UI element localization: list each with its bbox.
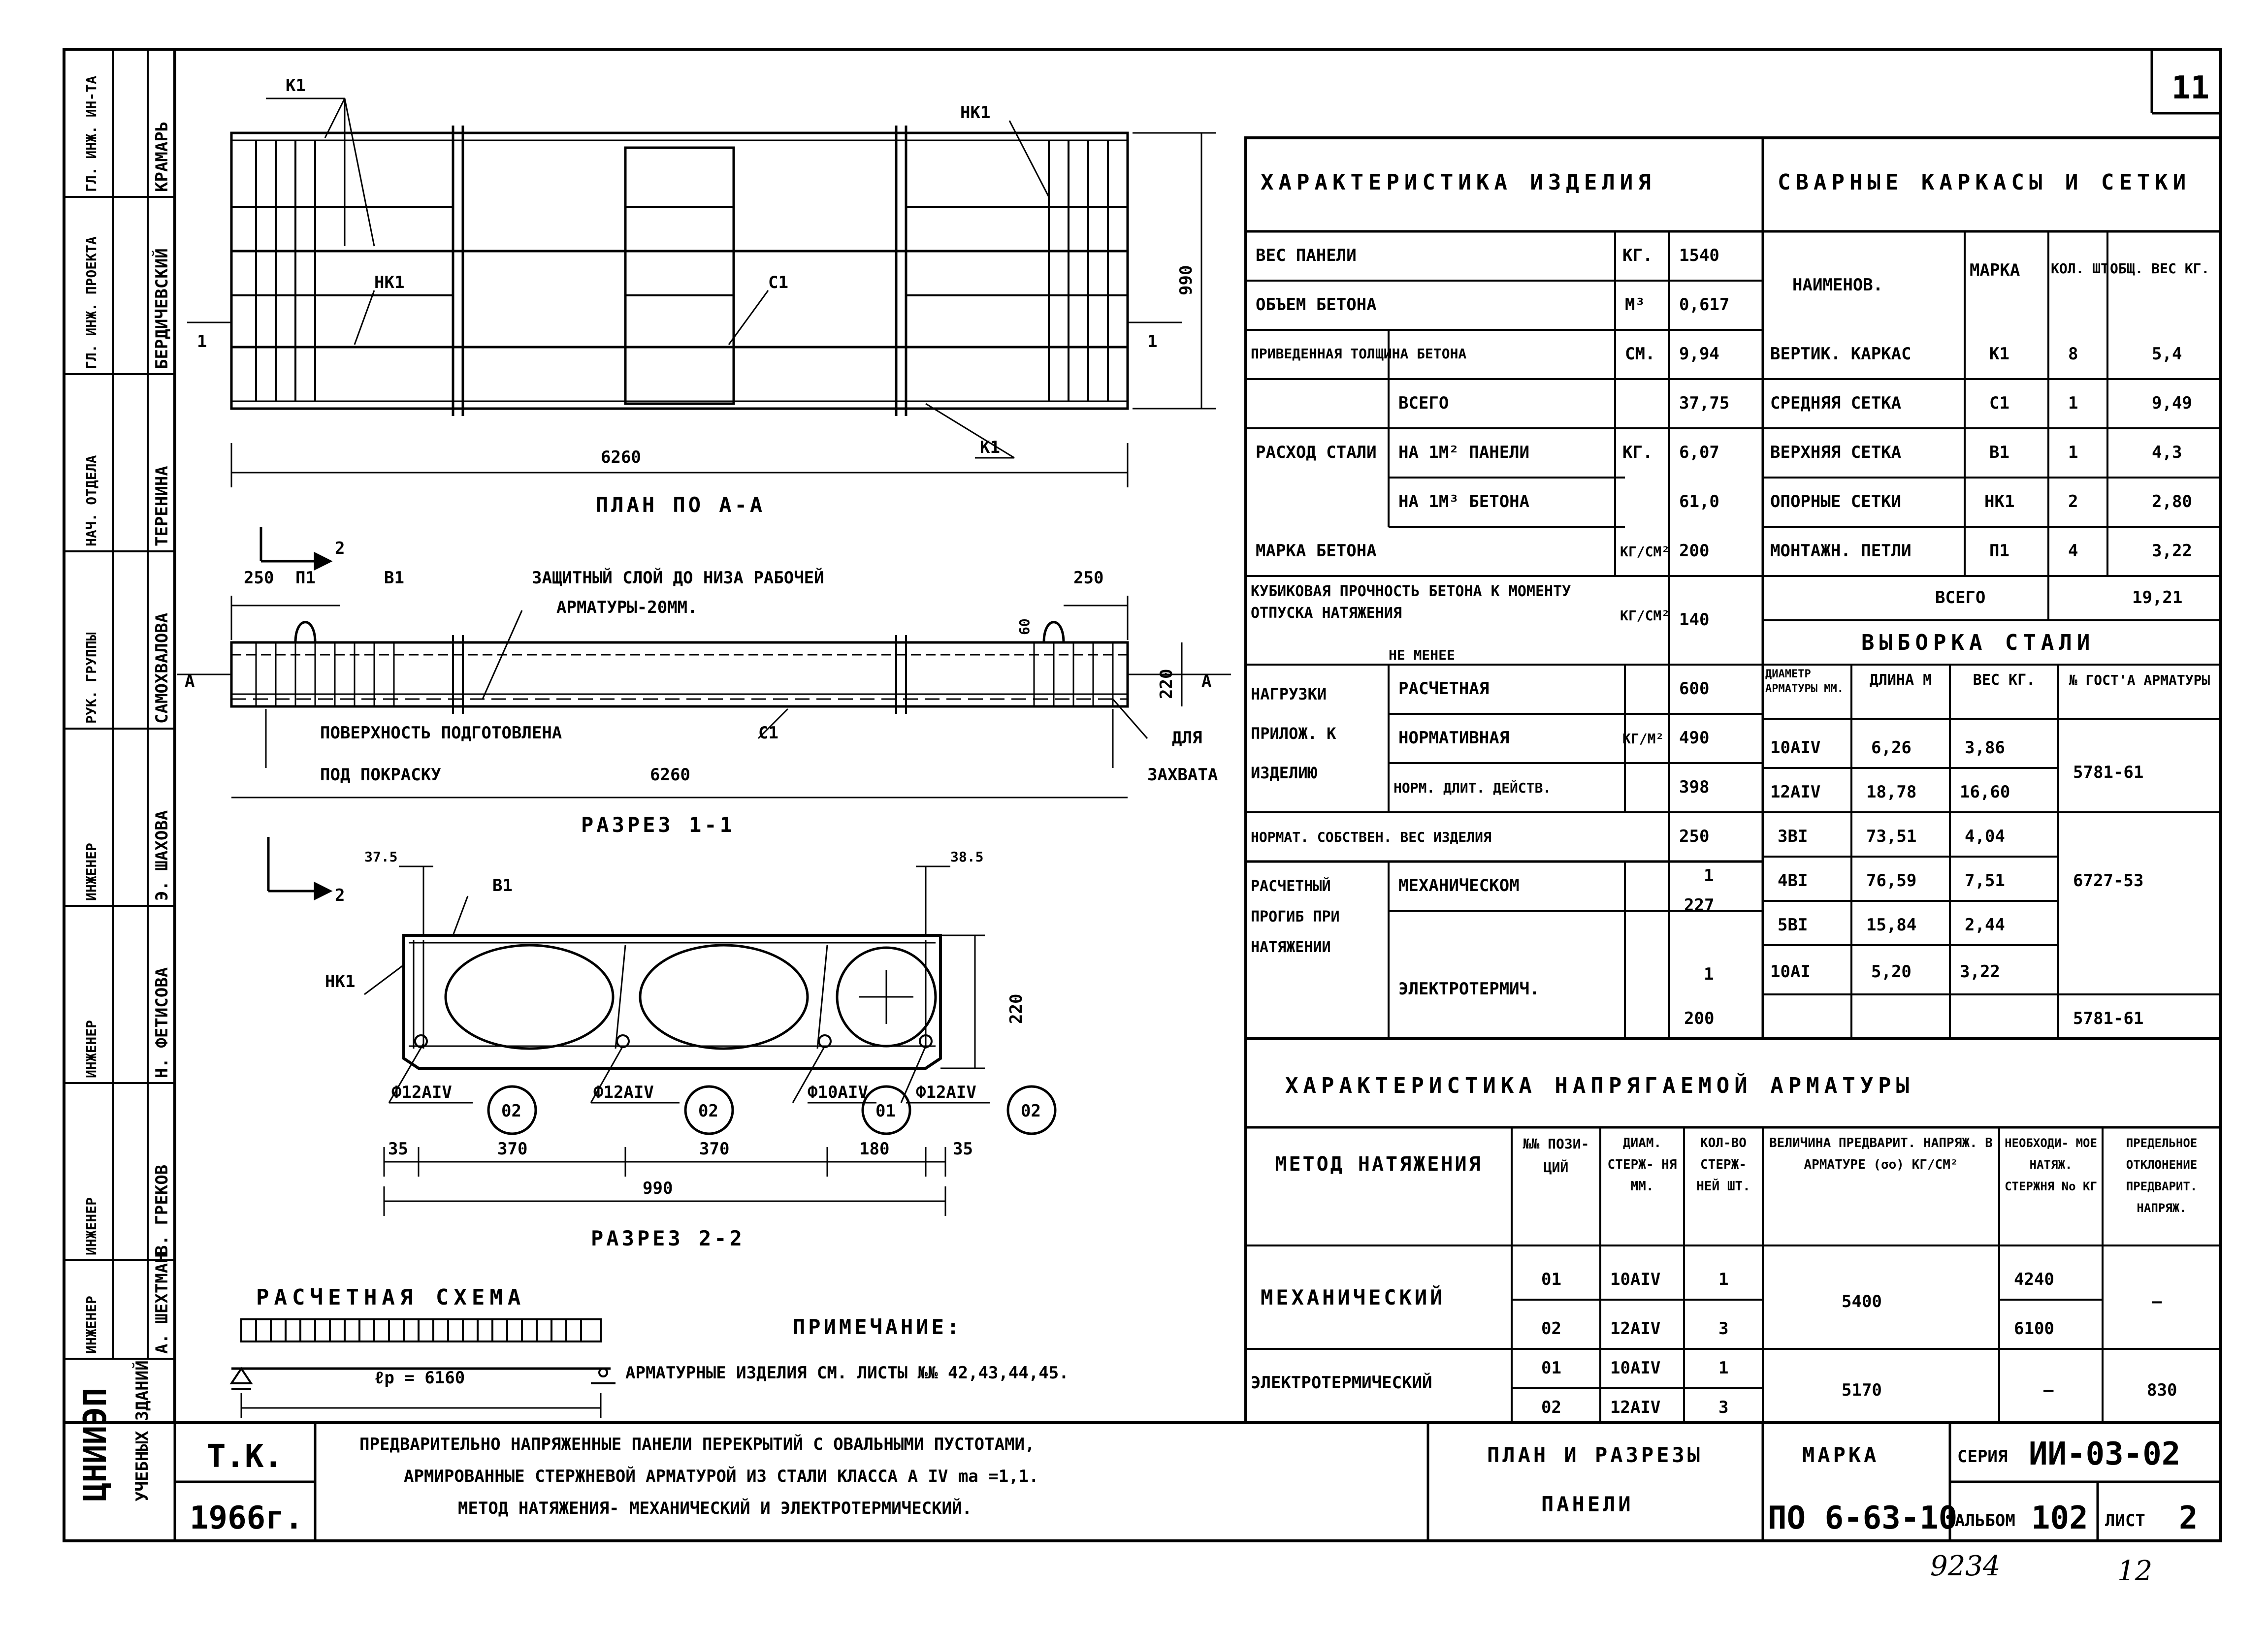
prestress-g1-dev: — bbox=[2152, 1292, 2162, 1311]
steel-row-6-diam: 10АI bbox=[1770, 962, 1811, 982]
weld-row-3-mark: В1 bbox=[1989, 443, 2009, 462]
s1-note-2: АРМАТУРЫ-20ММ. bbox=[556, 598, 698, 617]
plan-tag-nk1-top: НК1 bbox=[960, 103, 991, 123]
weld-row-5-qty: 4 bbox=[2068, 541, 2078, 561]
title-desc-1: ПРЕДВАРИТЕЛЬНО НАПРЯЖЕННЫЕ ПАНЕЛИ ПЕРЕКРЫТИЙ С ОВАЛЬНЫМИ ПУСТОТАМИ, bbox=[359, 1435, 1035, 1454]
role-3: НАЧ. ОТДЕЛА bbox=[83, 455, 99, 546]
s1-tag-v1: В1 bbox=[384, 568, 404, 588]
prestress-g2-dev: 830 bbox=[2147, 1380, 2177, 1400]
char-row-14-sub: ЭЛЕКТРОТЕРМИЧ. bbox=[1398, 979, 1540, 999]
prestress-g2-r1-count: 1 bbox=[1718, 1358, 1729, 1378]
weld-row-3-weight: 4,3 bbox=[2152, 443, 2182, 462]
section-mark-2b: 2 bbox=[335, 886, 345, 905]
weld-row-3-name: ВЕРХНЯЯ СЕТКА bbox=[1770, 443, 1902, 462]
weld-row-1-name: ВЕРТИК. КАРКАС bbox=[1770, 344, 1912, 364]
steel-row-6-weight: 3,22 bbox=[1960, 962, 2000, 982]
title-tk: Т.К. bbox=[207, 1438, 283, 1475]
title-series-label: СЕРИЯ bbox=[1957, 1447, 2008, 1467]
person-8: А. ШЕХТМАН bbox=[152, 1253, 172, 1354]
char-row-11-sub: НОРМ. ДЛИТ. ДЕЙСТВ. bbox=[1393, 780, 1552, 796]
role-7: ИНЖЕНЕР bbox=[83, 1197, 99, 1255]
char-row-8-unit: КГ/СМ² bbox=[1620, 607, 1670, 624]
weld-row-4-weight: 2,80 bbox=[2152, 492, 2192, 511]
title-mark-label: МАРКА bbox=[1802, 1443, 1879, 1467]
char-row-4-unit: КГ. bbox=[1622, 443, 1653, 462]
title-desc-3: МЕТОД НАТЯЖЕНИЯ- МЕХАНИЧЕСКИЙ И ЭЛЕКТРОТЕРМИЧЕСКИЙ. bbox=[458, 1499, 972, 1518]
char-row-10-value: 490 bbox=[1679, 728, 1710, 748]
s1-caption: РАЗРЕЗ 1-1 bbox=[581, 813, 735, 837]
weld-row-5-mark: П1 bbox=[1989, 541, 2009, 561]
char-row-6-sub: НА 1М³ БЕТОНА bbox=[1398, 492, 1530, 511]
s1-tag-c1: С1 bbox=[758, 723, 778, 743]
s1-note-1: ЗАЩИТНЫЙ СЛОЙ ДО НИЗА РАБОЧЕЙ bbox=[532, 568, 824, 588]
bottom-page: 12 bbox=[2117, 1555, 2153, 1587]
s2-dim-5: 35 bbox=[953, 1139, 973, 1159]
s2-pos-2: 02 bbox=[698, 1101, 718, 1121]
char-row-13-den: 227 bbox=[1684, 895, 1715, 915]
sheet-number: 11 bbox=[2171, 70, 2210, 106]
steel-table-title: ВЫБОРКА СТАЛИ bbox=[1861, 630, 2095, 655]
prestress-g1-r2-pos: 02 bbox=[1541, 1319, 1561, 1339]
plan-width: 990 bbox=[1176, 265, 1196, 295]
weld-header-mark: МАРКА bbox=[1970, 260, 2020, 280]
title-album-label: АЛЬБОМ bbox=[1955, 1511, 2015, 1531]
weld-row-4-mark: НК1 bbox=[1984, 492, 2015, 511]
s2-bar-1: Ф12АIV bbox=[391, 1083, 452, 1102]
s1-height: 220 bbox=[1157, 669, 1176, 699]
weld-table-title: СВАРНЫЕ КАРКАСЫ И СЕТКИ bbox=[1778, 170, 2191, 195]
weld-row-1-weight: 5,4 bbox=[2152, 344, 2182, 364]
steel-row-1-length: 6,26 bbox=[1871, 738, 1912, 758]
char-row-2-unit: М³ bbox=[1625, 295, 1645, 315]
char-row-13-num: 1 bbox=[1704, 866, 1714, 886]
char-row-1-value: 1540 bbox=[1679, 246, 1719, 265]
char-row-13-label: РАСЧЕТНЫЙ ПРОГИБ ПРИ НАТЯЖЕНИИ bbox=[1251, 878, 1340, 956]
prestress-g2-r2-pos: 02 bbox=[1541, 1398, 1561, 1417]
plan-tag-k1-top: К1 bbox=[286, 76, 306, 96]
prestress-header-count: КОЛ-ВО СТЕРЖ- НЕЙ ШТ. bbox=[1696, 1136, 1750, 1194]
s2-dim-3: 370 bbox=[699, 1139, 730, 1159]
role-5: ИНЖЕНЕР bbox=[83, 842, 99, 901]
text-layer bbox=[77, 70, 2218, 1587]
prestress-header-force: НЕОБХОДИ- МОЕ НАТЯЖ. СТЕРЖНЯ Nо КГ bbox=[2005, 1136, 2097, 1193]
plan-tag-k1-bottom: К1 bbox=[980, 438, 1000, 457]
title-desc-2: АРМИРОВАННЫЕ СТЕРЖНЕВОЙ АРМАТУРОЙ ИЗ СТАЛИ КЛАССА А IV mа =1,1. bbox=[404, 1467, 1039, 1486]
char-row-9-sub: РАСЧЕТНАЯ bbox=[1398, 679, 1490, 699]
title-album-value: 102 bbox=[2031, 1500, 2088, 1536]
plan-caption: ПЛАН ПО А-А bbox=[596, 493, 766, 517]
prestress-g1-r2-count: 3 bbox=[1718, 1319, 1729, 1339]
char-row-4-value: 37,75 bbox=[1679, 393, 1730, 413]
s1-grip-1: ДЛЯ bbox=[1172, 728, 1202, 748]
section-1-1 bbox=[177, 527, 1231, 798]
title-mark-value: ПО 6-63-10 bbox=[1768, 1500, 1958, 1536]
title-sheet-value: 2 bbox=[2179, 1500, 2198, 1536]
role-2: ГЛ. ИНЖ. ПРОЕКТА bbox=[83, 236, 99, 369]
weld-row-2-weight: 9,49 bbox=[2152, 393, 2192, 413]
weld-header-weight: ОБЩ. ВЕС КГ. bbox=[2110, 260, 2210, 277]
steel-row-4-diam: 4ВI bbox=[1778, 871, 1808, 891]
weld-row-4-name: ОПОРНЫЕ СЕТКИ bbox=[1770, 492, 1902, 511]
char-row-8-small: НЕ МЕНЕЕ bbox=[1389, 647, 1455, 663]
prestress-method-1: МЕХАНИЧЕСКИЙ bbox=[1261, 1285, 1446, 1309]
char-row-6-value: 61,0 bbox=[1679, 492, 1719, 511]
prestress-header-stress: ВЕЛИЧИНА ПРЕДВАРИТ. НАПРЯЖ. В АРМАТУРЕ (σо) КГ/СМ² bbox=[1769, 1136, 1993, 1172]
char-row-11-value: 398 bbox=[1679, 777, 1710, 797]
person-3: ТЕРЕНИНА bbox=[152, 466, 172, 546]
role-1: ГЛ. ИНЖ. ИН-ТА bbox=[83, 75, 99, 192]
prestress-g2-r1-diam: 10АIV bbox=[1610, 1358, 1661, 1378]
weld-row-2-qty: 1 bbox=[2068, 393, 2078, 413]
prestress-method-2: ЭЛЕКТРОТЕРМИЧЕСКИЙ bbox=[1251, 1373, 1432, 1393]
weld-row-1-qty: 8 bbox=[2068, 344, 2078, 364]
prestress-g1-r1-force: 4240 bbox=[2014, 1270, 2054, 1289]
s2-pos-4: 02 bbox=[1021, 1101, 1041, 1121]
s1-lug-height: 60 bbox=[1016, 618, 1033, 635]
prestress-g2-r1-pos: 01 bbox=[1541, 1358, 1561, 1378]
title-plan-1: ПЛАН И РАЗРЕЗЫ bbox=[1487, 1443, 1703, 1467]
steel-row-3-length: 73,51 bbox=[1866, 827, 1917, 846]
plan-tag-c1: С1 bbox=[768, 273, 788, 292]
org-subtitle: УЧЕБНЫХ ЗДАНИЙ bbox=[132, 1360, 152, 1501]
weld-row-3-qty: 1 bbox=[2068, 443, 2078, 462]
steel-row-2-length: 18,78 bbox=[1866, 782, 1917, 802]
char-row-3-value: 9,94 bbox=[1679, 344, 1719, 364]
steel-row-5-diam: 5ВI bbox=[1778, 915, 1808, 935]
prestress-g2-r2-count: 3 bbox=[1718, 1398, 1729, 1417]
steel-row-2-diam: 12АIV bbox=[1770, 782, 1821, 802]
s1-length: 6260 bbox=[650, 765, 690, 785]
s2-dim-1: 35 bbox=[388, 1139, 408, 1159]
char-row-7-unit: КГ/СМ² bbox=[1620, 543, 1670, 560]
steel-row-5-weight: 2,44 bbox=[1965, 915, 2005, 935]
s2-dim-4: 180 bbox=[859, 1139, 890, 1159]
steel-header-gost: № ГОСТ'А АРМАТУРЫ bbox=[2069, 672, 2210, 688]
s1-surface-1: ПОВЕРХНОСТЬ ПОДГОТОВЛЕНА bbox=[320, 723, 562, 743]
weld-row-2-mark: С1 bbox=[1989, 393, 2009, 413]
char-row-1-unit: КГ. bbox=[1622, 246, 1653, 265]
prestress-g1-r1-diam: 10АIV bbox=[1610, 1270, 1661, 1289]
steel-row-2-weight: 16,60 bbox=[1960, 782, 2010, 802]
s1-grip-2: ЗАХВАТА bbox=[1147, 765, 1218, 785]
char-row-4-label: РАСХОД СТАЛИ bbox=[1256, 443, 1377, 462]
prestress-g1-r2-force: 6100 bbox=[2014, 1319, 2054, 1339]
weld-total-label: ВСЕГО bbox=[1935, 588, 1986, 607]
prestress-g1-r2-diam: 12АIV bbox=[1610, 1319, 1661, 1339]
section-mark-left: 1 bbox=[197, 332, 207, 351]
steel-gost-2: 6727-53 bbox=[2073, 871, 2144, 891]
s1-tag-p1: П1 bbox=[295, 568, 316, 588]
steel-header-weight: ВЕС КГ. bbox=[1973, 671, 2036, 689]
section-mark-2: 2 bbox=[335, 539, 345, 558]
prestress-g2-stress: 5170 bbox=[1842, 1380, 1882, 1400]
title-sheet-label: ЛИСТ bbox=[2105, 1511, 2145, 1531]
char-row-1-label: ВЕС ПАНЕЛИ bbox=[1256, 246, 1357, 265]
s1-dim-right: 250 bbox=[1073, 568, 1104, 588]
steel-row-4-weight: 7,51 bbox=[1965, 871, 2005, 891]
role-8: ИНЖЕНЕР bbox=[83, 1295, 99, 1354]
weld-row-4-qty: 2 bbox=[2068, 492, 2078, 511]
prestress-g1-stress: 5400 bbox=[1842, 1292, 1882, 1311]
org-name: ЦНИИЭП bbox=[77, 1387, 114, 1501]
char-row-3-unit: СМ. bbox=[1625, 344, 1655, 364]
weld-header-qty: КОЛ. ШТ. bbox=[2051, 260, 2117, 277]
steel-row-1-diam: 10АIV bbox=[1770, 738, 1821, 758]
s2-pos-1: 02 bbox=[501, 1101, 521, 1121]
s2-bar-4: Ф12АIV bbox=[916, 1083, 976, 1102]
title-plan-2: ПАНЕЛИ bbox=[1541, 1492, 1634, 1516]
char-row-8-value: 140 bbox=[1679, 610, 1710, 630]
char-row-9-value: 600 bbox=[1679, 679, 1710, 699]
s2-total: 990 bbox=[643, 1179, 673, 1198]
section-2-2 bbox=[268, 837, 1055, 1216]
prestress-header-diam: ДИАМ. СТЕРЖ- НЯ ММ. bbox=[1607, 1136, 1677, 1194]
person-7: В. ГРЕКОВ bbox=[152, 1164, 172, 1255]
char-row-13-sub: МЕХАНИЧЕСКОМ bbox=[1398, 876, 1520, 895]
role-6: ИНЖЕНЕР bbox=[83, 1020, 99, 1078]
person-2: БЕРДИЧЕВСКИЙ bbox=[152, 248, 172, 369]
person-1: КРАМАРЬ bbox=[152, 121, 172, 192]
steel-row-4-length: 76,59 bbox=[1866, 871, 1917, 891]
plan-length: 6260 bbox=[601, 447, 641, 467]
char-row-10-sub: НОРМАТИВНАЯ bbox=[1398, 728, 1510, 748]
char-row-7-label: МАРКА БЕТОНА bbox=[1256, 541, 1377, 561]
scheme-title: РАСЧЕТНАЯ СХЕМА bbox=[256, 1285, 526, 1310]
s2-bar-3: Ф10АIV bbox=[808, 1083, 868, 1102]
prestress-header-pos: №№ ПОЗИ- ЦИЙ bbox=[1523, 1136, 1589, 1176]
person-4: САМОХВАЛОВА bbox=[152, 612, 172, 724]
s2-edge-left: 37.5 bbox=[364, 849, 398, 865]
scheme-span: ℓр = 6160 bbox=[374, 1368, 465, 1388]
prestress-g2-r2-diam: 12АIV bbox=[1610, 1398, 1661, 1417]
plan-view bbox=[187, 98, 1216, 487]
section-mark-right: 1 bbox=[1147, 332, 1158, 351]
steel-header-diam: ДИАМЕТР АРМАТУРЫ ММ. bbox=[1765, 668, 1844, 695]
steel-header-length: ДЛИНА М bbox=[1869, 671, 1932, 689]
s2-pos-3: 01 bbox=[875, 1101, 896, 1121]
char-row-12-label: НОРМАТ. СОБСТВЕН. ВЕС ИЗДЕЛИЯ bbox=[1251, 829, 1491, 845]
weld-total-value: 19,21 bbox=[2132, 588, 2183, 607]
char-row-12-value: 250 bbox=[1679, 827, 1710, 846]
char-row-9-unit: КГ/М² bbox=[1622, 731, 1664, 747]
steel-row-3-diam: 3ВI bbox=[1778, 827, 1808, 846]
prestress-header-dev: ПРЕДЕЛЬНОЕ ОТКЛОНЕНИЕ ПРЕДВАРИТ. НАПРЯЖ. bbox=[2126, 1136, 2198, 1215]
s2-tag-v1: В1 bbox=[492, 876, 513, 895]
char-row-8-label: КУБИКОВАЯ ПРОЧНОСТЬ БЕТОНА К МОМЕНТУ ОТПУСКА НАТЯЖЕНИЯ bbox=[1251, 583, 1571, 622]
person-6: Н. ФЕТИСОВА bbox=[152, 967, 172, 1078]
steel-row-1-weight: 3,86 bbox=[1965, 738, 2005, 758]
person-5: Э. ШАХОВА bbox=[152, 810, 172, 901]
s1-surface-2: ПОД ПОКРАСКУ bbox=[320, 765, 441, 785]
s1-dim-left: 250 bbox=[244, 568, 274, 588]
note-title: ПРИМЕЧАНИЕ: bbox=[793, 1315, 963, 1339]
prestress-header-method: МЕТОД НАТЯЖЕНИЯ bbox=[1275, 1153, 1483, 1176]
s2-caption: РАЗРЕЗ 2-2 bbox=[591, 1226, 745, 1250]
weld-row-5-weight: 3,22 bbox=[2152, 541, 2192, 561]
steel-row-3-weight: 4,04 bbox=[1965, 827, 2005, 846]
char-row-14-num: 1 bbox=[1704, 964, 1714, 984]
s2-bar-2: Ф12АIV bbox=[593, 1083, 654, 1102]
s1-mark-a-left: А bbox=[185, 671, 195, 691]
steel-row-6-length: 5,20 bbox=[1871, 962, 1912, 982]
s2-dim-2: 370 bbox=[497, 1139, 528, 1159]
weld-row-2-name: СРЕДНЯЯ СЕТКА bbox=[1770, 393, 1902, 413]
s1-mark-a-right: А bbox=[1201, 671, 1212, 691]
s2-height: 220 bbox=[1006, 993, 1026, 1024]
weld-row-1-mark: К1 bbox=[1989, 344, 2009, 364]
prestress-table-title: ХАРАКТЕРИСТИКА НАПРЯГАЕМОЙ АРМАТУРЫ bbox=[1285, 1073, 1914, 1098]
weld-row-5-name: МОНТАЖН. ПЕТЛИ bbox=[1770, 541, 1912, 561]
s2-edge-right: 38.5 bbox=[950, 849, 984, 865]
role-4: РУК. ГРУППЫ bbox=[83, 632, 99, 724]
title-year: 1966г. bbox=[190, 1500, 304, 1536]
note-text: АРМАТУРНЫЕ ИЗДЕЛИЯ СМ. ЛИСТЫ №№ 42,43,44,45. bbox=[625, 1363, 1069, 1383]
prestress-g2-force: — bbox=[2043, 1380, 2054, 1400]
char-row-3-label: ПРИВЕДЕННАЯ ТОЛЩИНА БЕТОНА bbox=[1251, 346, 1467, 362]
bottom-number: 9234 bbox=[1930, 1550, 2001, 1582]
char-row-2-value: 0,617 bbox=[1679, 295, 1730, 315]
prestress-g1-r1-pos: 01 bbox=[1541, 1270, 1561, 1289]
steel-row-5-length: 15,84 bbox=[1866, 915, 1917, 935]
char-row-5-value: 6,07 bbox=[1679, 443, 1719, 462]
char-row-4-sub: ВСЕГО bbox=[1398, 393, 1449, 413]
s2-tag-nk1: НК1 bbox=[325, 972, 356, 991]
weld-header-name: НАИМЕНОВ. bbox=[1792, 275, 1883, 295]
char-row-7-value: 200 bbox=[1679, 541, 1710, 561]
char-row-14-den: 200 bbox=[1684, 1009, 1715, 1028]
char-row-9-label: НАГРУЗКИ ПРИЛОЖ. К ИЗДЕЛИЮ bbox=[1251, 685, 1336, 782]
char-row-2-label: ОБЪЕМ БЕТОНА bbox=[1256, 295, 1377, 315]
prestress-g1-r1-count: 1 bbox=[1718, 1270, 1729, 1289]
char-row-5-sub: НА 1М² ПАНЕЛИ bbox=[1398, 443, 1530, 462]
char-table-title: ХАРАКТЕРИСТИКА ИЗДЕЛИЯ bbox=[1261, 170, 1656, 195]
title-series-value: ИИ-03-02 bbox=[2029, 1436, 2181, 1472]
steel-gost-1: 5781-61 bbox=[2073, 763, 2144, 782]
steel-gost-3: 5781-61 bbox=[2073, 1009, 2144, 1028]
plan-tag-nk1: НК1 bbox=[374, 273, 405, 292]
